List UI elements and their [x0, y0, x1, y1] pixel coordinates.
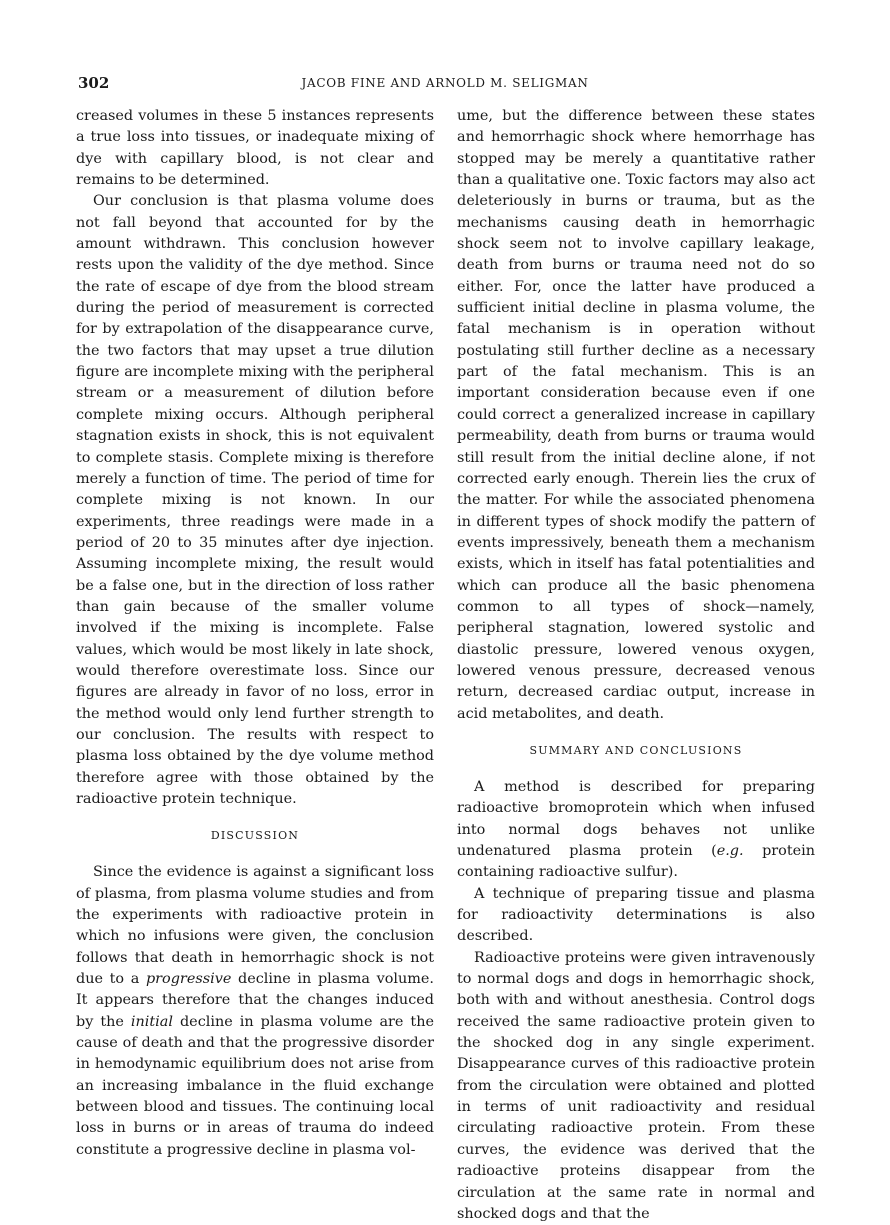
page-number: 302	[78, 74, 110, 92]
paragraph-discussion	[76, 862, 434, 1161]
paragraph-continued: creased volumes in these 5 instances represents a true loss into tissues, or inadequate mixing of dye with capillary blood, is not clear and remains to be determined.	[76, 108, 434, 189]
page-header	[78, 74, 812, 94]
emphasis-progressive: progressive	[145, 971, 232, 988]
running-head: JACOB FINE AND ARNOLD M. SELIGMAN	[301, 76, 589, 90]
emphasis-initial: initial	[130, 1013, 173, 1030]
text-run: protein containing radioactive sulfur).	[457, 843, 815, 881]
paragraph-summary-results: Radioactive proteins were given intravenously to normal dogs and dogs in hemorrhagic shock, both with and without anesthesia. Control dogs received the same radioactive protein given to the shocked dog in any single experiment. Disappearance curves of this radioactive protein from the circulation were obtained and plotted in terms of unit radioactivity and residual circulating radioactive protein. From these curves, the evidence was derived that the radioactive proteins disappear from the circulation at the same rate in normal and shocked dogs and that the	[457, 949, 815, 1222]
text-run: decline in plasma volume are the cause of death and that the progressive disorder in hemodynamic equilibrium does not arise from an increasing imbalance in the fluid exchange between blood and tissues. The continuing local loss in burns or in areas of trauma do indeed constitute a progressive decline in plasma vol-	[76, 1013, 435, 1158]
text-run: A method is described for preparing radioactive bromoprotein which when infused into normal dogs behaves not unlike undenatured plasma protein (	[457, 778, 815, 859]
emphasis-eg: e.g.	[716, 843, 744, 859]
paragraph-summary-method	[457, 777, 815, 884]
paragraph-conclusion: Our conclusion is that plasma volume does not fall beyond that accounted for by the amount withdrawn. This conclusion however rests upon the validity of the dye method. Since the rate of escape of dye from the blood stream during the period of measurement is corrected for by extrapolation of the disappearance curve, the two factors that may upset a true dilution figure are incomplete mixing with the peripheral stream or a measurement of dilution before complete mixing occurs. Although peripheral stagnation exists in shock, this is not equivalent to complete stasis. Complete mixing is therefore merely a function of time. The period of time for complete mixing is not known. In our experiments, three readings were made in a period of 20 to 35 minutes after dye injection. Assuming incomplete mixing, the result would be a false one, but in the direction of loss rather than gain because of the smaller volume involved if the mixing is incomplete. False values, which would be most likely in late shock, would therefore overestimate loss. Since our figures are already in favor of no loss, error in the method would only lend further strength to our conclusion. The results with respect to plasma loss obtained by the dye volume method therefore agree with those obtained by the radioactive protein technique.	[76, 193, 434, 807]
right-column	[457, 106, 815, 1225]
paragraph-summary-technique: A technique of preparing tissue and plasma for radioactivity determinations is also described.	[457, 885, 815, 945]
left-column	[76, 106, 434, 1161]
text-run: Since the evidence is against a significant loss of plasma, from plasma volume studies and from the experiments with radioactive protein in which no infusions were given, the conclusion follows that death in hemorrhagic shock is not due to a	[76, 864, 434, 988]
summary-heading: SUMMARY AND CONCLUSIONS	[529, 743, 743, 757]
text-run: decline in plasma volume. It appears therefore that the changes induced by the	[76, 971, 434, 1030]
discussion-heading: DISCUSSION	[210, 829, 300, 843]
paragraph-discussion-continued: ume, but the difference between these states and hemorrhagic shock where hemorrhage has stopped may be merely a quantitative rather than a qualitative one. Toxic factors may also act deleteriously in burns or trauma, but as the mechanisms causing death in hemorrhagic shock seem not to involve capillary leakage, death from burns or trauma need not do so either. For, once the latter have produced a sufficient initial decline in plasma volume, the fatal mechanism is in operation without postulating still further decline as a necessary part of the fatal mechanism. This is an important consideration because even if one could correct a generalized increase in capillary permeability, death from burns or trauma would still result from the initial decline alone, if not corrected early enough. Therein lies the crux of the matter. For while the associated phenomena in different types of shock modify the pattern of events impressively, beneath them a mechanism exists, which in itself has fatal potentialities and which can produce all the basic phenomena common to all types of shock—namely, peripheral stagnation, lowered systolic and diastolic pressure, lowered venous oxygen, lowered venous pressure, decreased venous return, decreased cardiac output, increase in acid metabolites, and death.	[457, 108, 815, 722]
